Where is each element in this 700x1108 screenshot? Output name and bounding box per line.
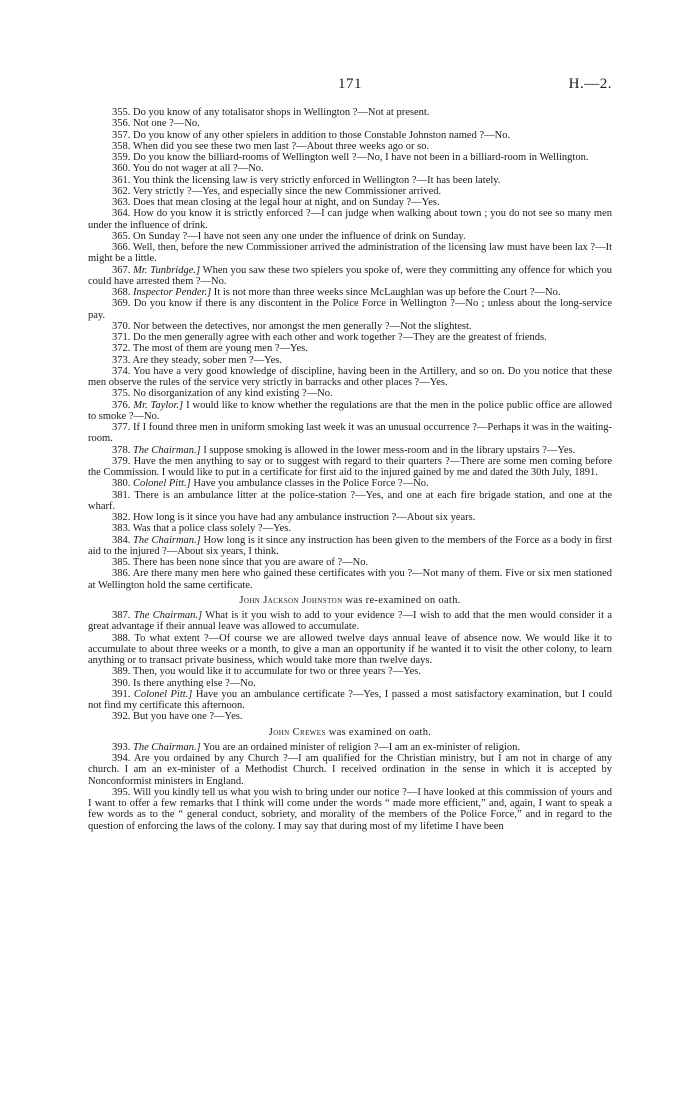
question-number: 364. — [112, 208, 131, 220]
question-text: Do you know the billiard-rooms of Wellington well ?—No, I have not been in a billiard-room in Wellington. — [133, 152, 589, 163]
question-text: What is it you wish to add to your evidence ?—I wish to add that the men would consider it a great advantage if their annual leave was allowed to accumulate. — [88, 610, 613, 633]
question-text: On Sunday ?—I have not seen any one under the influence of drink on Sunday. — [133, 230, 466, 242]
question-paragraph — [88, 343, 612, 354]
question-text: Do you know of any other spielers in addition to those Constable Johnston named ?—No. — [133, 129, 511, 141]
question-text: When did you see these two men last ?—About three weeks ago or so. — [132, 140, 430, 152]
question-number: 381. — [112, 489, 131, 501]
question-number: 365. — [112, 230, 131, 242]
question-text: Very strictly ?—Yes, and especially since the new Commissioner arrived. — [132, 185, 442, 197]
question-text: Well, then, before the new Commissioner arrived the administration of the licensing law must have been lax ?—It might be a little. — [88, 242, 613, 265]
witness-heading — [88, 595, 612, 606]
question-number: 374. — [112, 365, 131, 377]
question-text: But you have one ?—Yes. — [133, 711, 243, 723]
question-paragraph — [88, 231, 612, 242]
question-paragraph — [88, 332, 612, 343]
question-paragraph — [88, 523, 612, 534]
question-paragraph — [88, 422, 612, 445]
question-text: Is there anything else ?—No. — [133, 677, 256, 689]
question-paragraph — [88, 118, 612, 129]
question-text: You do not wager at all ?—No. — [132, 163, 264, 175]
question-number: 368. — [112, 287, 131, 298]
page-header — [88, 76, 612, 96]
question-text: Then, you would like it to accumulate for two or three years ?—Yes. — [132, 666, 422, 678]
question-text: The most of them are young men ?—Yes. — [132, 343, 308, 355]
question-paragraph — [88, 242, 612, 265]
question-paragraph — [88, 445, 612, 456]
question-text: There is an ambulance litter at the police-station ?—Yes, and one at each fire brigade station, and one at the wharf. — [88, 489, 612, 512]
question-text: Does that mean closing at the legal hour at night, and on Sunday ?—Yes. — [133, 197, 440, 208]
question-number: 392. — [112, 711, 131, 723]
question-number: 370. — [112, 320, 131, 332]
question-text: Have you an ambulance certificate ?—Yes, I passed a most satisfactory examination, but I could not find my certificate this afternoon. — [88, 688, 612, 711]
document-body — [88, 107, 612, 832]
question-number: 371. — [112, 332, 131, 343]
question-text: You have a very good knowledge of discipline, having been in the Artillery, and so on. Do you notice that these men observe the rules of the service very strictly in barracks and other places ?—Yes. — [88, 365, 612, 388]
question-text: Have the men anything to say or to suggest with regard to their quarters ?—There are some men coming before the Commission. I would like to put in a certificate for first aid to the injured gained by me and dated the 30th July, 1891. — [88, 455, 613, 478]
question-text: No disorganization of any kind existing ?—No. — [133, 388, 333, 400]
question-number: 360. — [112, 163, 131, 175]
question-text: If I found three men in uniform smoking last week it was an unusual occurrence ?—Perhaps it was in the waiting-room. — [88, 422, 612, 445]
question-paragraph — [88, 388, 612, 399]
report-code: H.—2. — [568, 76, 612, 92]
question-paragraph — [88, 689, 612, 712]
question-paragraph — [88, 478, 612, 489]
speaker-name: Mr. Tunbridge.] — [133, 264, 201, 276]
question-number: 355. — [112, 107, 131, 118]
question-text: Was that a police class solely ?—Yes. — [132, 523, 291, 535]
question-number: 362. — [112, 185, 131, 197]
question-paragraph — [88, 512, 612, 523]
question-number: 369. — [112, 298, 131, 310]
question-paragraph — [88, 287, 612, 298]
speaker-name: Colonel Pitt.] — [133, 478, 191, 490]
question-text: I suppose smoking is allowed in the lower mess-room and in the library upstairs ?—Yes. — [203, 444, 576, 456]
question-paragraph — [88, 163, 612, 174]
question-number: 390. — [112, 677, 131, 689]
speaker-name: The Chairman.] — [133, 741, 201, 753]
question-number: 389. — [112, 666, 131, 678]
question-number: 395. — [112, 786, 131, 798]
question-number: 377. — [112, 422, 131, 433]
speaker-name: Inspector Pender.] — [133, 287, 212, 298]
question-paragraph — [88, 175, 612, 186]
question-text: It is not more than three weeks since McLaughlan was up before the Court ?—No. — [213, 287, 561, 298]
question-text: Have you ambulance classes in the Police Force ?—No. — [193, 478, 429, 490]
question-paragraph — [88, 355, 612, 366]
question-paragraph — [88, 568, 612, 591]
question-number: 382. — [112, 512, 131, 523]
question-paragraph — [88, 298, 612, 321]
witness-name: John Crewes — [268, 726, 326, 738]
question-text: How long is it since you have had any ambulance instruction ?—About six years. — [133, 512, 476, 523]
question-number: 359. — [112, 152, 131, 163]
witness-note: was examined on oath. — [328, 726, 432, 738]
question-number: 380. — [112, 478, 131, 490]
question-paragraph — [88, 557, 612, 568]
question-paragraph — [88, 107, 612, 118]
question-text: You are an ordained minister of religion ?—I am an ex-minister of religion. — [202, 741, 520, 753]
question-paragraph — [88, 753, 612, 787]
question-number: 367. — [112, 264, 131, 276]
question-paragraph — [88, 711, 612, 722]
question-number: 361. — [112, 174, 131, 186]
speaker-name: Colonel Pitt.] — [133, 688, 193, 700]
witness-heading — [88, 727, 612, 738]
question-text: How long is it since any instruction has been given to the members of the Force as a body in first aid to the injured ?—About six years, I think. — [88, 534, 613, 557]
question-paragraph — [88, 152, 612, 163]
question-paragraph — [88, 490, 612, 513]
question-number: 386. — [112, 568, 131, 580]
question-number: 391. — [112, 688, 131, 700]
witness-note: was re-examined on oath. — [345, 594, 461, 606]
question-paragraph — [88, 742, 612, 753]
question-number: 388. — [112, 632, 131, 644]
question-number: 356. — [112, 118, 131, 130]
question-paragraph — [88, 633, 612, 667]
question-paragraph — [88, 456, 612, 479]
question-number: 378. — [112, 444, 131, 456]
question-paragraph — [88, 678, 612, 689]
question-paragraph — [88, 208, 612, 231]
question-text: Not one ?—No. — [133, 118, 200, 130]
question-number: 375. — [112, 388, 131, 400]
question-number: 366. — [112, 242, 131, 253]
question-text: Do you know if there is any discontent in the Police Force in Wellington ?—No ; unless about the long-service pay. — [88, 298, 612, 321]
question-text: To what extent ?—Of course we are allowed twelve days annual leave of absence now. We would like it to accumulate to about three weeks or a month, to give a man an opportunity if he wanted it to visit the other colony, to learn anything or to transact private business, which would take more than twelve days. — [88, 632, 612, 666]
question-paragraph — [88, 535, 612, 558]
question-paragraph — [88, 666, 612, 677]
question-paragraph — [88, 787, 612, 832]
speaker-name: The Chairman.] — [133, 610, 203, 621]
question-number: 363. — [112, 197, 131, 208]
speaker-name: The Chairman.] — [133, 534, 201, 546]
question-number: 385. — [112, 557, 131, 568]
question-paragraph — [88, 321, 612, 332]
question-paragraph — [88, 610, 612, 633]
question-number: 358. — [112, 140, 131, 152]
question-paragraph — [88, 366, 612, 389]
question-text: You think the licensing law is very strictly enforced in Wellington ?—It has been lately. — [132, 174, 501, 186]
question-text: I would like to know whether the regulations are that the men in the police public office are allowed to smoke ?—No. — [88, 399, 613, 422]
question-number: 387. — [112, 610, 131, 621]
question-number: 357. — [112, 129, 131, 141]
question-text: Nor between the detectives, nor amongst the men generally ?—Not the slightest. — [133, 320, 472, 332]
question-text: How do you know it is strictly enforced ?—I can judge when walking about town ; you do not see so many men under the influence of drink. — [88, 208, 613, 231]
question-number: 384. — [112, 534, 131, 546]
speaker-name: Mr. Taylor.] — [133, 399, 184, 411]
question-paragraph — [88, 186, 612, 197]
question-number: 372. — [112, 343, 131, 355]
question-number: 379. — [112, 455, 131, 467]
question-text: Do you know of any totalisator shops in Wellington ?—Not at present. — [133, 107, 430, 118]
question-text: Are they steady, sober men ?—Yes. — [132, 354, 283, 366]
page-number: 171 — [338, 76, 362, 92]
speaker-name: The Chairman.] — [133, 444, 201, 456]
question-number: 376. — [112, 399, 131, 411]
question-paragraph — [88, 400, 612, 423]
question-text: There has been none since that you are aware of ?—No. — [132, 557, 369, 568]
question-number: 394. — [112, 753, 131, 764]
question-paragraph — [88, 141, 612, 152]
question-number: 393. — [112, 741, 131, 753]
question-number: 383. — [112, 523, 131, 535]
question-text: Do the men generally agree with each other and work together ?—They are the greatest of friends. — [133, 332, 547, 343]
question-text: When you saw these two spielers you spoke of, were they committing any offence for which you could have arrested them ?—No. — [88, 264, 612, 287]
question-text: Are there many men here who gained these certificates with you ?—Not many of them. Five or six men stationed at Wellington hold the same certificate. — [88, 568, 612, 591]
question-text: Are you ordained by any Church ?—I am qualified for the Christian ministry, but I am not in charge of any church. I am an ex-minister of a Methodist Church. I received ordination in the sense in which it is accepted by Nonconformist ministers in England. — [88, 753, 613, 787]
question-paragraph — [88, 130, 612, 141]
witness-name: John Jackson Johnston — [239, 594, 343, 606]
question-text: Will you kindly tell us what you wish to bring under our notice ?—I have looked at this commission of yours and I want to offer a few remarks that I think will come under the words “ made more efficient,” and, again, I want to speak a few words as to the “ general conduct, sobriety, and morality of the members of the Police Force,” and in regard to the question of enforcing the laws of the colony. I may say that during most of my lifetime I have been — [88, 786, 612, 832]
question-paragraph — [88, 265, 612, 288]
question-paragraph — [88, 197, 612, 208]
question-number: 373. — [112, 354, 131, 366]
